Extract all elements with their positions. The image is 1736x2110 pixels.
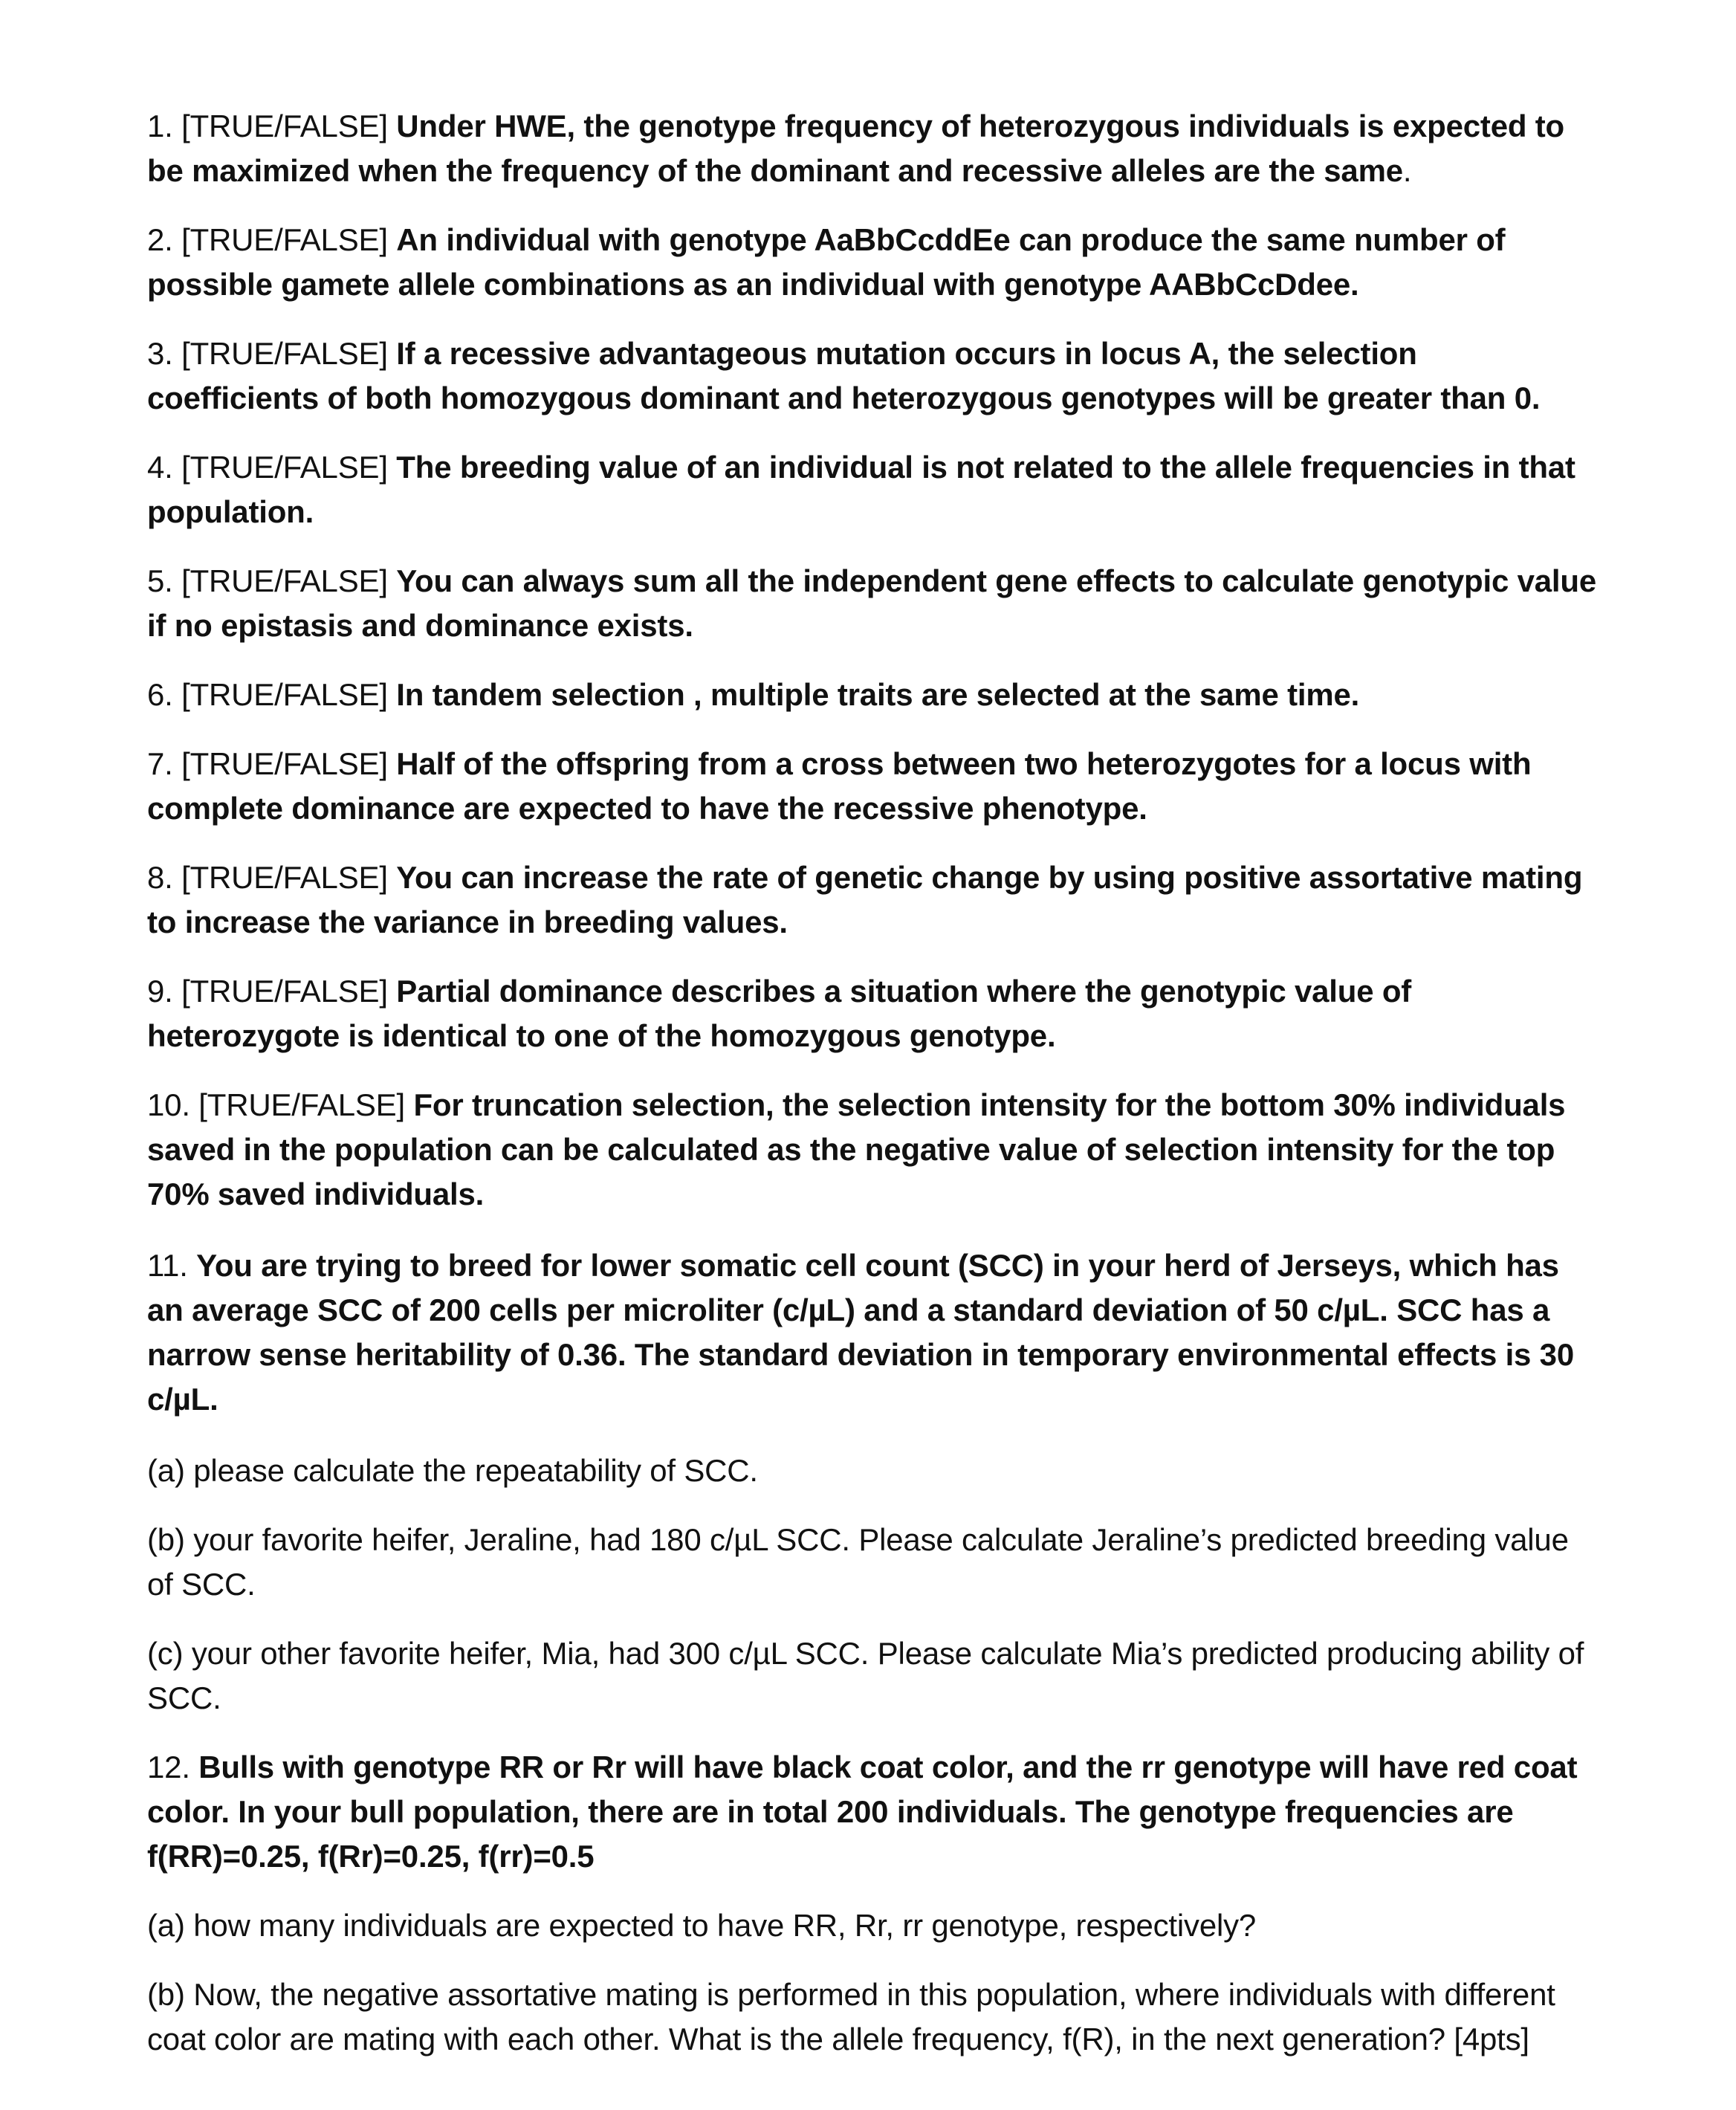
question-9 xyxy=(147,969,1596,1058)
question-number: 5. xyxy=(147,563,173,598)
question-text: You can always sum all the independent gene effects to calculate genotypic value if no epistasis and dominance exists. xyxy=(147,563,1596,643)
question-tag: [TRUE/FALSE] xyxy=(181,974,388,1009)
question-tag: [TRUE/FALSE] xyxy=(181,336,388,371)
question-trail: . xyxy=(1402,153,1412,188)
question-tag: [TRUE/FALSE] xyxy=(181,109,388,143)
question-text: Under HWE, the genotype frequency of heterozygous individuals is expected to be maximized when the frequency of the dominant and recessive alleles are the same xyxy=(147,109,1565,188)
question-12-part-b: (b) Now, the negative assortative mating is performed in this population, where individuals with different coat color are mating with each other. What is the allele frequency, f(R), in the next generation? [4pts] xyxy=(147,1977,1555,2056)
question-4 xyxy=(147,445,1596,534)
question-number: 1. xyxy=(147,109,173,143)
question-12 xyxy=(147,1745,1596,1879)
question-number: 11. xyxy=(147,1248,188,1283)
question-11 xyxy=(147,1243,1596,1422)
question-text: Bulls with genotype RR or Rr will have black coat color, and the rr genotype will have red coat color. In your bull population, there are in total 200 individuals. The genotype frequencies are f(RR)=0.25, f(Rr)=0.25, f(rr)=0.5 xyxy=(147,1750,1578,1874)
question-number: 8. xyxy=(147,860,173,895)
question-text: You can increase the rate of genetic change by using positive assortative mating to increase the variance in breeding values. xyxy=(147,860,1583,939)
question-text: For truncation selection, the selection intensity for the bottom 30% individuals saved in the population can be calculated as the negative value of selection intensity for the top 70% saved individuals. xyxy=(147,1087,1566,1211)
question-2 xyxy=(147,218,1596,307)
question-number: 12. xyxy=(147,1750,190,1784)
question-text: In tandem selection , multiple traits are selected at the same time. xyxy=(396,677,1360,712)
question-6 xyxy=(147,673,1596,717)
question-11-part-b: (b) your favorite heifer, Jeraline, had 180 c/µL SCC. Please calculate Jeraline’s predicted breeding value of SCC. xyxy=(147,1522,1569,1602)
question-tag: [TRUE/FALSE] xyxy=(181,450,388,485)
question-number: 6. xyxy=(147,677,173,712)
question-5 xyxy=(147,559,1596,648)
question-text: You are trying to breed for lower somatic cell count (SCC) in your herd of Jerseys, which has an average SCC of 200 cells per microliter (c/µL) and a standard deviation of 50 c/µL. SCC has a narrow sense heritability of 0.36. The standard deviation in temporary environmental effects is 30 c/µL. xyxy=(147,1248,1574,1417)
question-3 xyxy=(147,331,1596,421)
question-text: Partial dominance describes a situation where the genotypic value of heterozygote is identical to one of the homozygous genotype. xyxy=(147,974,1412,1053)
question-number: 2. xyxy=(147,222,173,257)
question-12-part-a: (a) how many individuals are expected to have RR, Rr, rr genotype, respectively? xyxy=(147,1908,1257,1943)
document-page xyxy=(147,104,1596,2086)
question-text: An individual with genotype AaBbCcddEe can produce the same number of possible gamete allele combinations as an individual with genotype AABbCcDdee. xyxy=(147,222,1506,302)
question-number: 3. xyxy=(147,336,173,371)
question-tag: [TRUE/FALSE] xyxy=(181,222,388,257)
question-tag: [TRUE/FALSE] xyxy=(181,746,388,781)
question-7 xyxy=(147,742,1596,831)
question-number: 10. xyxy=(147,1087,190,1122)
question-10 xyxy=(147,1083,1596,1217)
question-number: 9. xyxy=(147,974,173,1009)
question-11-part-c: (c) your other favorite heifer, Mia, had 300 c/µL SCC. Please calculate Mia’s predicted producing ability of SCC. xyxy=(147,1636,1584,1715)
question-tag: [TRUE/FALSE] xyxy=(198,1087,405,1122)
question-text: Half of the offspring from a cross between two heterozygotes for a locus with complete dominance are expected to have the recessive phenotype. xyxy=(147,746,1532,826)
question-tag: [TRUE/FALSE] xyxy=(181,677,388,712)
question-number: 4. xyxy=(147,450,173,485)
question-8 xyxy=(147,855,1596,945)
question-text: The breeding value of an individual is not related to the allele frequencies in that population. xyxy=(147,450,1575,529)
question-number: 7. xyxy=(147,746,173,781)
question-tag: [TRUE/FALSE] xyxy=(181,563,388,598)
question-text: If a recessive advantageous mutation occurs in locus A, the selection coefficients of both homozygous dominant and heterozygous genotypes will be greater than 0. xyxy=(147,336,1541,415)
question-tag: [TRUE/FALSE] xyxy=(181,860,388,895)
question-11-part-a: (a) please calculate the repeatability of SCC. xyxy=(147,1453,758,1488)
question-1 xyxy=(147,104,1596,193)
